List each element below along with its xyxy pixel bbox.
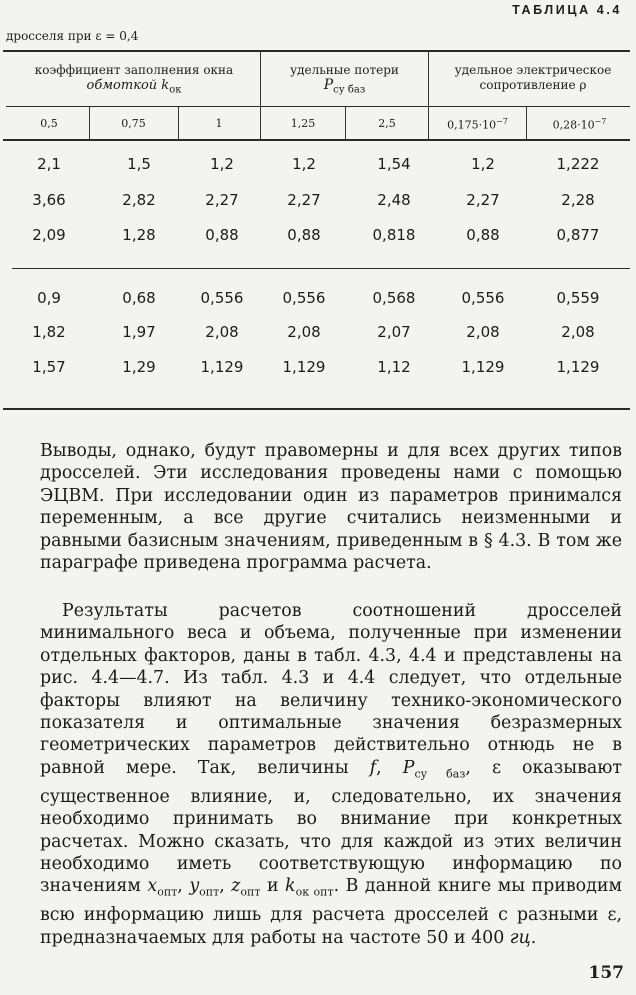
subheader-2-5: 2,5 [378, 117, 396, 130]
table-cell: 2,28 [561, 191, 595, 209]
table-cell: 1,5 [127, 155, 151, 173]
table-cell: 2,1 [37, 155, 61, 173]
subheader-0-175e-7: $0,175\cdot 10^{-7}$ [447, 117, 508, 132]
table-cell: 1,57 [32, 358, 66, 376]
table-cell: 2,82 [122, 191, 156, 209]
table-cell: 1,222 [556, 155, 600, 173]
table-cell: 2,09 [32, 226, 66, 244]
subheader-1: 1 [215, 117, 223, 130]
table-cell: 2,27 [466, 191, 500, 209]
table-cell: 1,129 [461, 358, 505, 376]
table-cell: 1,129 [200, 358, 244, 376]
table-cell: 2,08 [561, 323, 595, 341]
table-cell: 1,129 [282, 358, 326, 376]
table-cell: 0,68 [122, 289, 156, 307]
table-cell: 2,27 [205, 191, 239, 209]
table-title: ТАБЛИЦА 4.4 [512, 3, 622, 17]
table-cell: 2,27 [287, 191, 321, 209]
subheader-1-25: 1,25 [290, 117, 316, 130]
table-cell: 1,29 [122, 358, 156, 376]
table-cell: 1,82 [32, 323, 66, 341]
table-cell: 0,556 [282, 289, 326, 307]
page-number: 157 [588, 963, 624, 983]
header-resistivity: удельное электрическое сопротивление ρ [454, 63, 612, 92]
paragraph-conclusions: Выводы, однако, будут правомерны и для всех других типов дросселей. Эти исследования проведены нами с помощью ЭЦВМ. При исследовании один из параметров принимался переменным, а все другие считались неизменными и равными базисным значениям, приведенным в § 4.3. В том же параграфе приведена программа расчета. [40, 441, 622, 574]
table-cell: 1,2 [292, 155, 316, 173]
table-cell: 0,818 [372, 226, 416, 244]
paragraph-results: Результаты расчетов соотношений дросселей минимального веса и объема, полученные при изменении отдельных факторов, даны в табл. 4.3, 4.4 и представлены на рис. 4.4—4.7. Из табл. 4.3 и 4.4 следует, что отдельные факторы влияют на величину технико-экономического показателя и оптимальные значения безразмерных геометрических параметров действительно отнюдь не в равной мере. Так, величины f, $P_{су баз}$, ε оказывают существенное влияние, и, следовательно, их значения необходимо принимать во внимание при конкретных расчетах. Можно сказать, что для каждой из этих величин необходимо иметь соответствующую информацию по значениям $x_{опт}$, $y_{опт}$, $z_{опт}$ и $k_{ок опт}$. В данной книге мы приводим всю информацию лишь для расчета дросселей с разными ε, предназначаемых для работы на частоте 50 и 400 гц. [40, 601, 622, 948]
group-divider-2 [428, 52, 429, 139]
table-top-rule [3, 50, 630, 52]
table-cell: 2,07 [377, 323, 411, 341]
table-cell: 0,88 [466, 226, 500, 244]
table-cell: 1,28 [122, 226, 156, 244]
subheader-0-5: 0,5 [40, 117, 58, 130]
table-cell: 0,9 [37, 289, 61, 307]
table-cell: 3,66 [32, 191, 66, 209]
table-cell: 1,129 [556, 358, 600, 376]
table-cell: 2,48 [377, 191, 411, 209]
table-cell: 1,97 [122, 323, 156, 341]
header-bottom-rule [6, 106, 630, 107]
table-caption: дросселя при ε = 0,4 [6, 29, 139, 43]
table-cell: 1,2 [210, 155, 234, 173]
table-cell: 0,88 [287, 226, 321, 244]
table-cell: 0,556 [200, 289, 244, 307]
header-fill-factor: коэффициент заполнения окна обмоткой $k_{ок}$ [34, 63, 234, 96]
subheader-0-75: 0,75 [121, 117, 146, 130]
block-divider-rule [12, 268, 630, 269]
table-bottom-rule [3, 408, 630, 410]
table-cell: 0,568 [372, 289, 416, 307]
table-cell: 2,08 [205, 323, 239, 341]
group-divider-1 [260, 52, 261, 139]
table-cell: 0,559 [556, 289, 600, 307]
subheader-0-28e-7: $0,28\cdot 10^{-7}$ [552, 117, 607, 132]
table-cell: 1,2 [471, 155, 495, 173]
table-cell: 0,88 [205, 226, 239, 244]
table-cell: 0,877 [556, 226, 600, 244]
table-cell: 2,08 [287, 323, 321, 341]
header-specific-losses: удельные потери $P_{су баз}$ [290, 63, 399, 96]
table-cell: 1,12 [377, 358, 411, 376]
table-cell: 2,08 [466, 323, 500, 341]
subheader-bottom-rule [3, 139, 630, 141]
table-cell: 0,556 [461, 289, 505, 307]
table-cell: 1,54 [377, 155, 411, 173]
